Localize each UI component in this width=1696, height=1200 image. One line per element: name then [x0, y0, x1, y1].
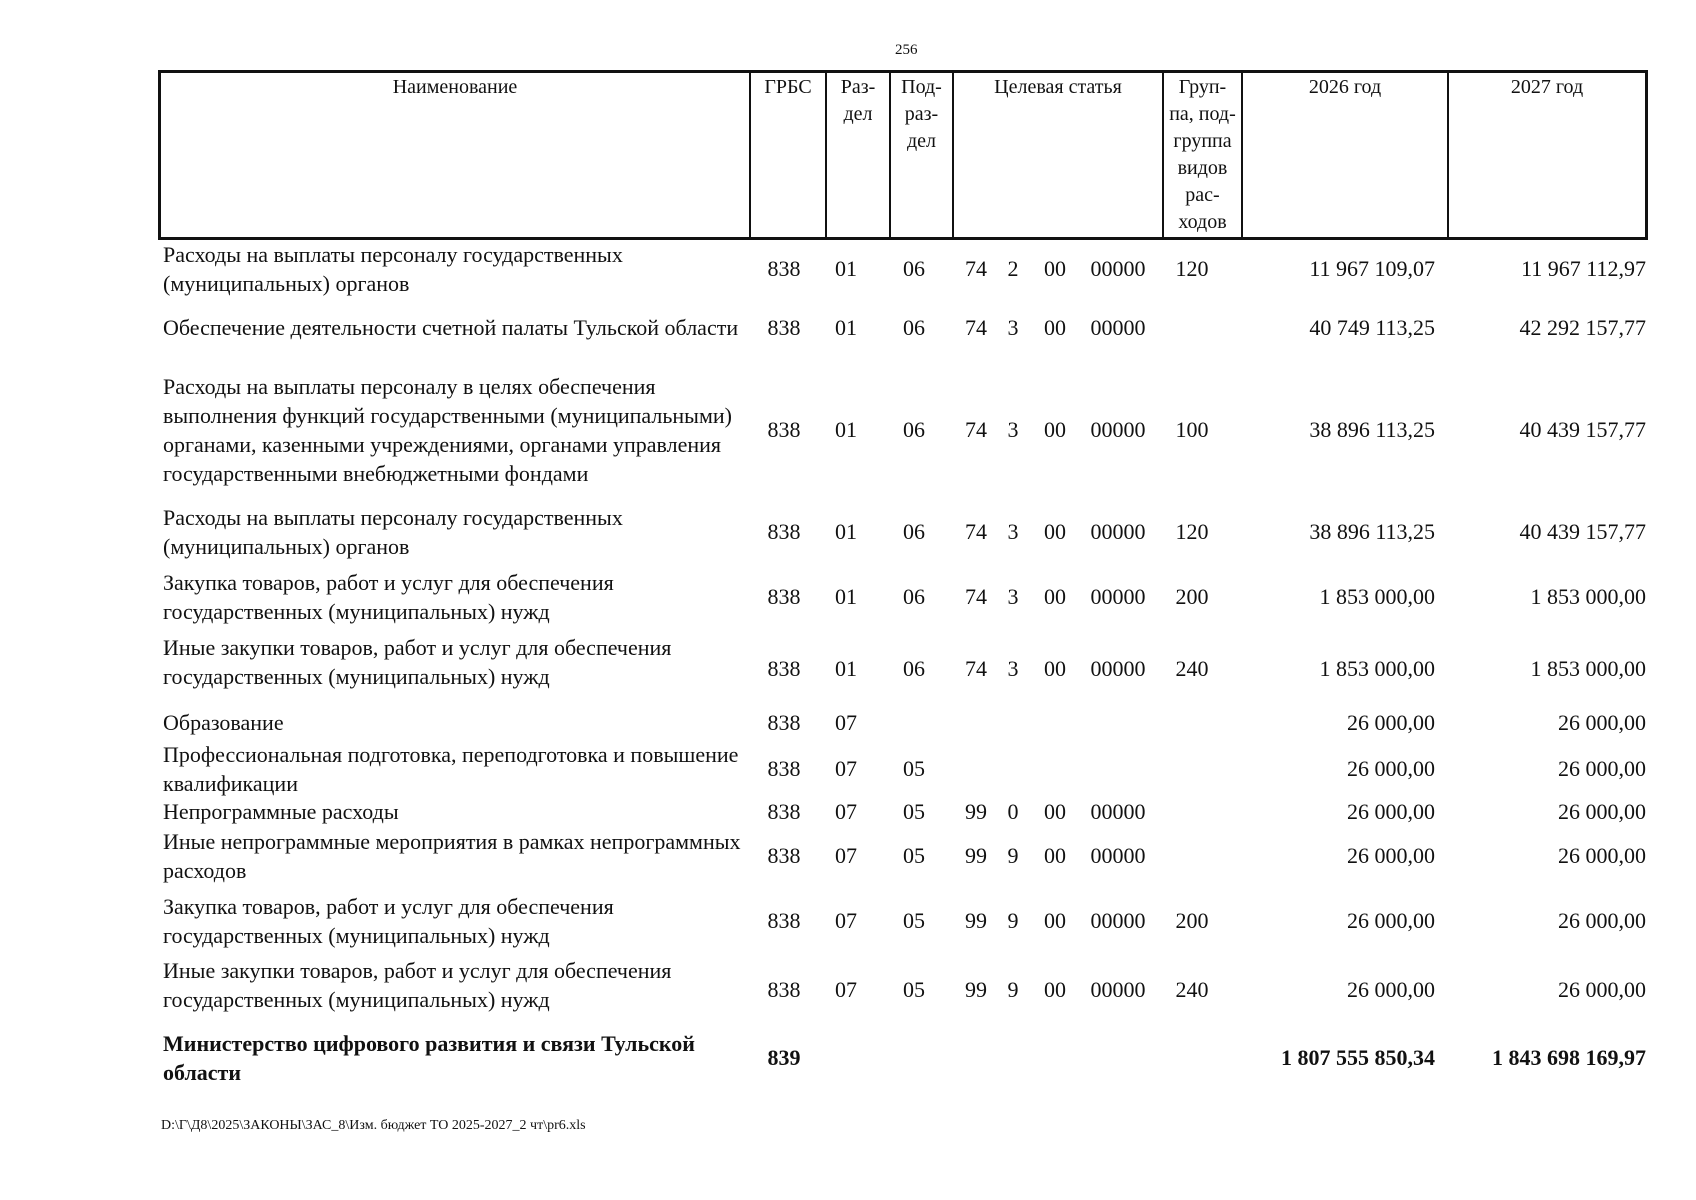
cell-vr: 200 — [1175, 584, 1209, 609]
cell-v2026: 1 853 000,00 — [1319, 655, 1435, 681]
cell-pr: 06 — [903, 416, 925, 442]
cell-t4: 00000 — [1090, 798, 1146, 824]
cell-t4: 00000 — [1090, 976, 1146, 1002]
cell-rz — [820, 1023, 872, 1093]
cell-t4: 00000 — [1090, 655, 1146, 681]
table-row — [0, 298, 1696, 357]
cell-vr — [1162, 826, 1222, 885]
cell-pr: 06 — [903, 584, 925, 609]
cell-grbs: 838 — [767, 756, 801, 781]
header-razdel: Раз- дел — [827, 73, 891, 237]
cell-v2026: 26 000,00 — [1347, 907, 1435, 933]
cell-v2027: 26 000,00 — [1558, 798, 1646, 824]
cell-rz: 01 — [835, 314, 857, 340]
row-name: Образование — [163, 710, 284, 735]
cell-grbs: 838 — [767, 709, 801, 735]
cell-vr: 120 — [1175, 256, 1209, 281]
cell-t1: 99 — [965, 976, 987, 1002]
cell-t1 — [956, 1023, 996, 1093]
cell-grbs: 838 — [767, 655, 801, 681]
cell-t2: 0 — [1007, 798, 1019, 824]
cell-v2026: 26 000,00 — [1347, 798, 1435, 824]
cell-rz: 01 — [835, 584, 857, 609]
cell-t2: 9 — [1007, 976, 1019, 1002]
row-name: Иные закупки товаров, работ и услуг для обеспечения государственных (муниципальных) нужд — [163, 635, 672, 689]
row-name: Непрограммные расходы — [163, 799, 399, 824]
cell-rz: 01 — [835, 518, 857, 544]
cell-grbs: 839 — [767, 1045, 801, 1070]
cell-grbs: 838 — [767, 907, 801, 933]
cell-v2026: 38 896 113,25 — [1309, 416, 1435, 442]
table-row — [0, 357, 1696, 502]
header-target-article: Целевая статья — [954, 73, 1164, 237]
cell-v2027: 1 853 000,00 — [1530, 655, 1646, 681]
table-row — [0, 956, 1696, 1023]
cell-t1 — [956, 741, 996, 797]
cell-rz: 01 — [835, 655, 857, 681]
cell-t2: 3 — [1007, 518, 1019, 544]
cell-t4: 00000 — [1090, 314, 1146, 340]
row-name: Профессиональная подготовка, переподготовка и повышение квалификации — [163, 742, 739, 796]
cell-v2027: 1 853 000,00 — [1530, 584, 1646, 609]
cell-t3: 00 — [1044, 798, 1066, 824]
cell-vr: 120 — [1175, 518, 1209, 544]
row-name: Министерство цифрового развития и связи Тульской области — [163, 1031, 695, 1085]
cell-vr — [1162, 797, 1222, 826]
table-row — [0, 741, 1696, 797]
cell-rz: 07 — [835, 976, 857, 1002]
cell-v2026: 26 000,00 — [1347, 976, 1435, 1002]
row-name: Закупка товаров, работ и услуг для обеспечения государственных (муниципальных) нужд — [163, 570, 614, 624]
row-name: Расходы на выплаты персоналу государственных (муниципальных) органов — [163, 242, 623, 296]
table-row — [0, 826, 1696, 885]
cell-pr: 05 — [903, 798, 925, 824]
cell-v2026: 40 749 113,25 — [1309, 314, 1435, 340]
cell-v2027: 40 439 157,77 — [1519, 416, 1646, 442]
cell-vr — [1162, 741, 1222, 797]
cell-t2: 3 — [1007, 655, 1019, 681]
cell-t3: 00 — [1044, 256, 1066, 281]
cell-t2: 3 — [1007, 416, 1019, 442]
cell-vr — [1162, 1023, 1222, 1093]
cell-t4: 00000 — [1090, 416, 1146, 442]
table-row — [0, 633, 1696, 704]
cell-t2 — [998, 704, 1028, 741]
cell-v2026: 38 896 113,25 — [1309, 518, 1435, 544]
cell-v2027: 11 967 112,97 — [1521, 256, 1646, 281]
cell-t2: 9 — [1007, 907, 1019, 933]
row-name: Обеспечение деятельности счетной палаты Тульской области — [163, 315, 739, 340]
cell-vr — [1162, 704, 1222, 741]
cell-grbs: 838 — [767, 518, 801, 544]
row-name: Расходы на выплаты персоналу в целях обеспечения выполнения функций государственными (муниципальными) органами, казенными учреждениями, органами управления государственными внебюджетными фондами — [163, 373, 732, 486]
cell-t1: 99 — [965, 798, 987, 824]
cell-pr: 06 — [903, 655, 925, 681]
cell-t2: 9 — [1007, 842, 1019, 868]
cell-v2026: 1 807 555 850,34 — [1281, 1045, 1435, 1070]
cell-pr: 05 — [903, 756, 925, 781]
cell-t3: 00 — [1044, 518, 1066, 544]
cell-t3 — [1037, 704, 1073, 741]
cell-t4 — [1080, 741, 1156, 797]
cell-v2027: 26 000,00 — [1558, 756, 1646, 781]
cell-rz: 01 — [835, 256, 857, 281]
cell-rz: 07 — [835, 842, 857, 868]
cell-grbs: 838 — [767, 798, 801, 824]
cell-t3: 00 — [1044, 907, 1066, 933]
cell-v2026: 11 967 109,07 — [1309, 256, 1435, 281]
cell-pr: 05 — [903, 976, 925, 1002]
table-row — [0, 704, 1696, 741]
header-2027: 2027 год — [1510, 76, 1584, 98]
cell-t3: 00 — [1044, 655, 1066, 681]
cell-t4: 00000 — [1090, 518, 1146, 544]
cell-grbs: 838 — [767, 256, 801, 281]
cell-v2027: 40 439 157,77 — [1519, 518, 1646, 544]
cell-pr: 06 — [903, 256, 925, 281]
cell-t1: 99 — [965, 842, 987, 868]
cell-vr — [1162, 298, 1222, 357]
file-path-footer: D:\Г\Д8\2025\ЗАКОНЫ\ЗАС_8\Изм. бюджет ТО 2025-2027_2 чт\pr6.xls — [161, 1118, 586, 1133]
cell-t3 — [1037, 1023, 1073, 1093]
header-name: Наименование — [161, 73, 751, 237]
cell-t3 — [1037, 741, 1073, 797]
table-row — [0, 561, 1696, 633]
row-name: Закупка товаров, работ и услуг для обеспечения государственных (муниципальных) нужд — [163, 893, 614, 948]
cell-vr: 200 — [1175, 907, 1209, 933]
cell-t3: 00 — [1044, 584, 1066, 609]
cell-vr: 100 — [1175, 416, 1209, 442]
cell-pr: 06 — [903, 518, 925, 544]
cell-t4: 00000 — [1090, 256, 1146, 281]
cell-t1: 74 — [965, 314, 987, 340]
cell-t3: 00 — [1044, 842, 1066, 868]
cell-v2026: 26 000,00 — [1347, 709, 1435, 735]
cell-t2 — [998, 1023, 1028, 1093]
cell-t1: 74 — [965, 655, 987, 681]
table-row — [0, 502, 1696, 561]
table-header — [158, 70, 1648, 240]
cell-t4: 00000 — [1090, 584, 1146, 609]
cell-v2027: 1 843 698 169,97 — [1492, 1045, 1646, 1070]
cell-grbs: 838 — [767, 416, 801, 442]
cell-t2: 3 — [1007, 314, 1019, 340]
row-name: Иные закупки товаров, работ и услуг для обеспечения государственных (муниципальных) нужд — [163, 958, 672, 1012]
row-name: Иные непрограммные мероприятия в рамках непрограммных расходов — [163, 828, 741, 883]
cell-pr — [888, 704, 940, 741]
cell-v2027: 42 292 157,77 — [1519, 314, 1646, 340]
table-row — [0, 1023, 1696, 1093]
cell-grbs: 838 — [767, 584, 801, 609]
cell-grbs: 838 — [767, 976, 801, 1002]
cell-vr: 240 — [1175, 976, 1209, 1002]
cell-rz: 07 — [835, 798, 857, 824]
cell-t1: 74 — [965, 416, 987, 442]
cell-t2: 2 — [1007, 256, 1019, 281]
cell-rz: 01 — [835, 416, 857, 442]
cell-pr: 06 — [903, 314, 925, 340]
cell-t4: 00000 — [1090, 842, 1146, 868]
header-2026: 2026 год — [1243, 73, 1449, 237]
cell-t1: 99 — [965, 907, 987, 933]
cell-pr: 05 — [903, 907, 925, 933]
cell-v2027: 26 000,00 — [1558, 907, 1646, 933]
table-row — [0, 240, 1696, 298]
table-row — [0, 885, 1696, 956]
cell-t3: 00 — [1044, 976, 1066, 1002]
cell-t4 — [1080, 704, 1156, 741]
cell-grbs: 838 — [767, 842, 801, 868]
cell-t2 — [998, 741, 1028, 797]
page-number: 256 — [895, 42, 918, 58]
cell-rz: 07 — [835, 756, 857, 781]
cell-grbs: 838 — [767, 314, 801, 340]
cell-v2027: 26 000,00 — [1558, 976, 1646, 1002]
cell-v2027: 26 000,00 — [1558, 842, 1646, 868]
cell-t3: 00 — [1044, 416, 1066, 442]
table-row — [0, 797, 1696, 826]
cell-t4 — [1080, 1023, 1156, 1093]
cell-v2026: 26 000,00 — [1347, 842, 1435, 868]
cell-t1 — [956, 704, 996, 741]
cell-vr: 240 — [1175, 655, 1209, 681]
cell-pr: 05 — [903, 842, 925, 868]
cell-v2026: 1 853 000,00 — [1319, 584, 1435, 609]
row-name: Расходы на выплаты персоналу государственных (муниципальных) органов — [163, 504, 623, 559]
cell-t2: 3 — [1007, 584, 1019, 609]
header-podrazdel: Под- раз- дел — [891, 73, 954, 237]
cell-v2027: 26 000,00 — [1558, 709, 1646, 735]
cell-rz: 07 — [835, 907, 857, 933]
header-grbs: ГРБС — [751, 73, 827, 237]
cell-t1: 74 — [965, 518, 987, 544]
cell-pr — [888, 1023, 940, 1093]
cell-t4: 00000 — [1090, 907, 1146, 933]
cell-t3: 00 — [1044, 314, 1066, 340]
cell-t1: 74 — [965, 584, 987, 609]
cell-t1: 74 — [965, 256, 987, 281]
cell-v2026: 26 000,00 — [1347, 756, 1435, 781]
header-expense-group: Груп- па, под- группа видов рас- ходов — [1164, 73, 1243, 237]
cell-rz: 07 — [835, 709, 857, 735]
